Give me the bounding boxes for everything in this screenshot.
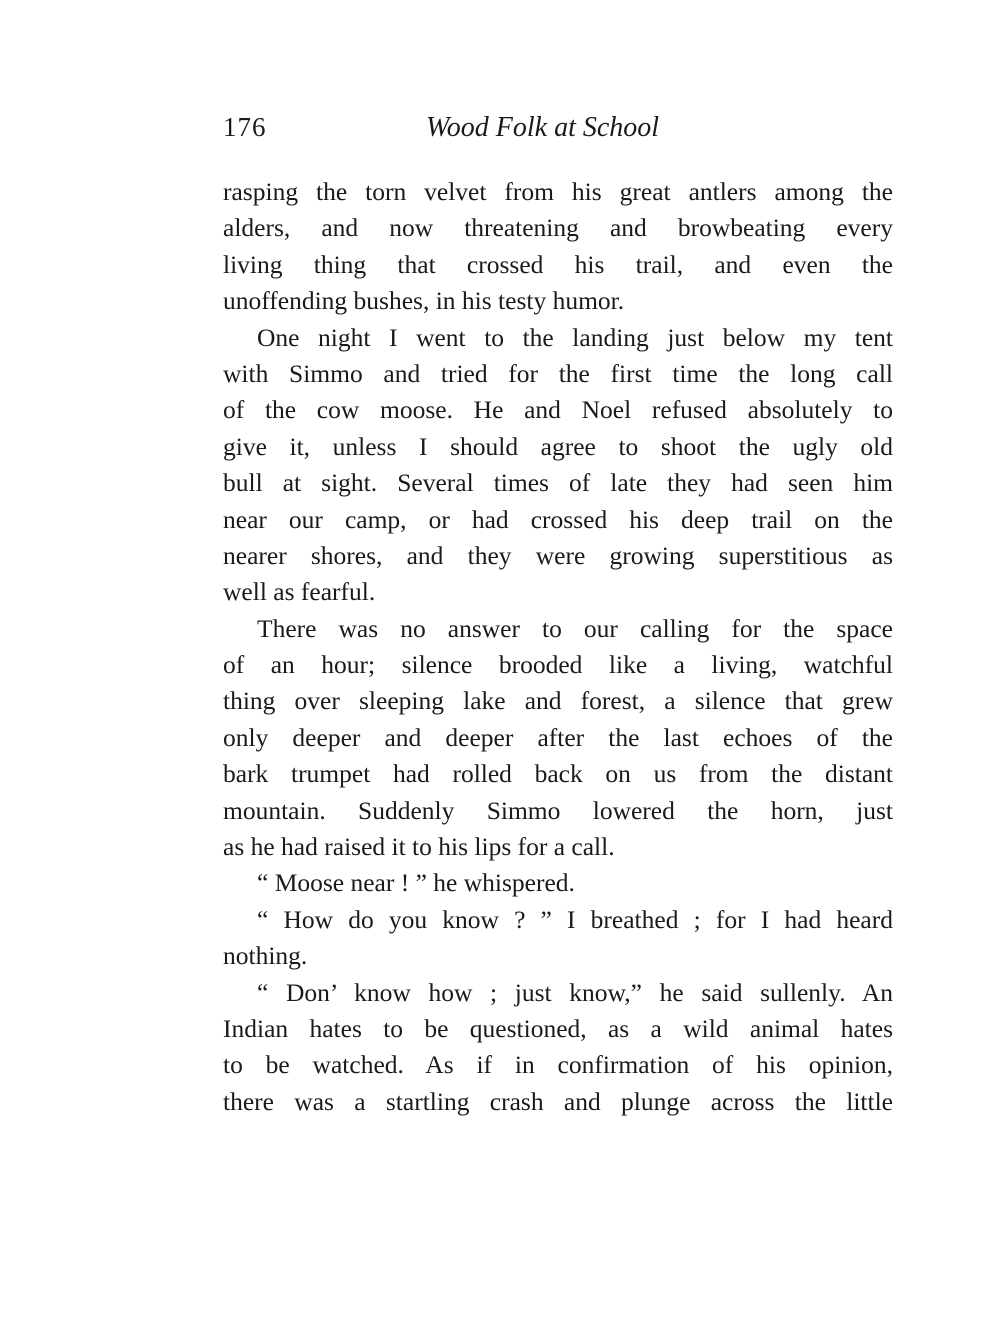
text-line: of the cow moose. He and Noel refused absolutely to <box>223 395 893 425</box>
text-line: There was no answer to our calling for the space <box>257 613 893 643</box>
text-line: there was a startling crash and plunge across the little <box>223 1086 893 1116</box>
text-line: unoffending bushes, in his testy humor. <box>223 286 625 316</box>
text-line: bull at sight. Several times of late they had seen him <box>223 468 893 498</box>
text-line: near our camp, or had crossed his deep trail on the <box>223 504 893 534</box>
text-line: Indian hates to be questioned, as a wild animal hates <box>223 1013 893 1043</box>
text-line: nearer shores, and they were growing superstitious as <box>223 540 893 570</box>
text-line: only deeper and deeper after the last echoes of the <box>223 722 893 752</box>
text-line: One night I went to the landing just below my tent <box>257 322 893 352</box>
text-line: “ Moose near ! ” he whispered. <box>257 868 575 898</box>
text-line: rasping the torn velvet from his great antlers among the <box>223 177 893 206</box>
text-line: of an hour; silence brooded like a living, watchful <box>223 650 893 680</box>
body-text <box>223 174 893 1120</box>
text-line: alders, and now threatening and browbeating every <box>223 213 893 243</box>
text-line: thing over sleeping lake and forest, a silence that grew <box>223 686 893 716</box>
text-line: living thing that crossed his trail, and even the <box>223 249 893 279</box>
running-title: Wood Folk at School <box>426 112 660 143</box>
text-line: well as fearful. <box>223 577 376 607</box>
text-line: give it, unless I should agree to shoot the ugly old <box>223 431 893 461</box>
text-line: “ Don’ know how ; just know,” he said sullenly. An <box>257 977 893 1007</box>
text-line: to be watched. As if in confirmation of his opinion, <box>223 1050 893 1080</box>
text-line: nothing. <box>223 941 308 971</box>
text-line: mountain. Suddenly Simmo lowered the horn, just <box>223 795 893 825</box>
text-line: as he had raised it to his lips for a call. <box>223 832 615 862</box>
text-line: bark trumpet had rolled back on us from the distant <box>223 759 893 789</box>
text-line: with Simmo and tried for the first time the long call <box>223 358 893 388</box>
page-number: 176 <box>223 112 267 142</box>
text-line: “ How do you know ? ” I breathed ; for I had heard <box>257 904 893 934</box>
running-head <box>223 112 895 152</box>
